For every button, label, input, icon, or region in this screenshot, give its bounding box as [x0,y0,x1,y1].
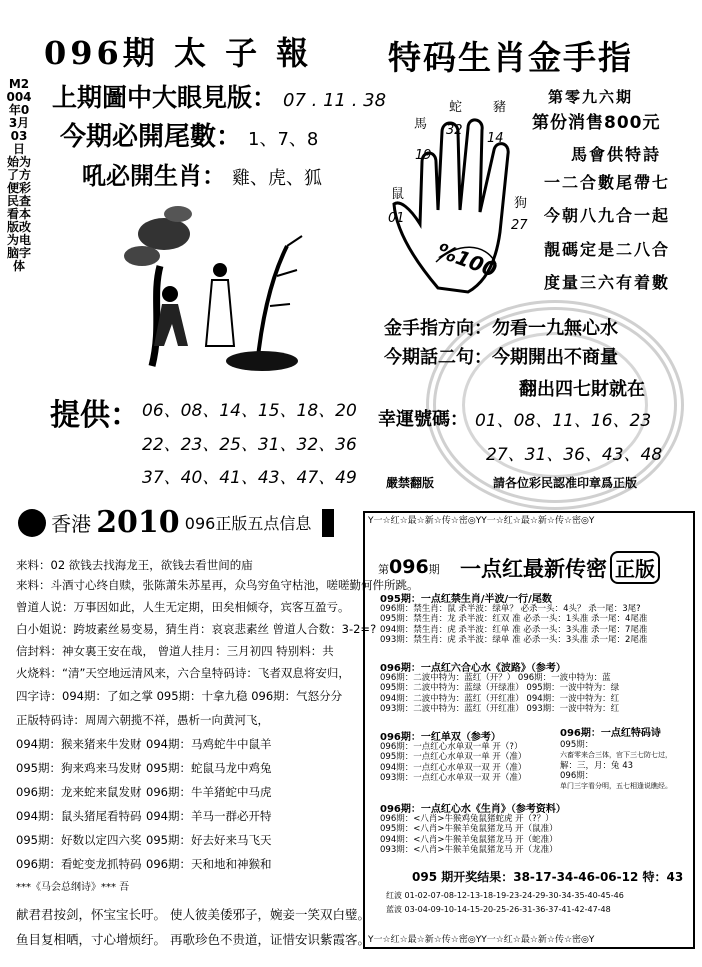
banner-text: 一点红最新传密 [460,557,607,581]
sec4-title: 096期：一点红心水《生肖》（参考资料） [380,804,566,815]
vertical-note: M2004年03月03日 始为了方便彩民查看本版改为电脑字体 [6,77,32,273]
poem-line-1: 献君君按剑，怀宝宝长吁。 使人彼美倭邪子，婉妾一笑双白璧。 [16,907,370,922]
dark-block [322,509,334,537]
year-label: 2010 [96,505,180,540]
sec2-row: 094期：二波中特为：蓝红（开红准） 094期：一波中特为：红 [380,693,620,704]
general-poem-note: ***《马会总纲诗》*** 吾 [16,882,130,893]
lucky-row-2: 27、31、36、43、48 [486,445,663,465]
info-line-4: 白小姐说：跨坡素丝易变易，猜生肖：哀哀悲素丝 曾道人合数：3-2=? [16,622,377,636]
sec4-row: 094期：<八肖>牛猴羊兔鼠猪龙马 开（蛇准） [380,834,558,845]
sec3b-title: 096期：一点红特码诗 [560,728,661,739]
red-wave-row [386,890,624,901]
sec2-table [380,673,619,714]
stamp-note: 請各位彩民認准印章爲正版 [493,476,638,490]
sec1-row: 094期：禁生肖：虎 杀半波：红单 准 必杀一头：3头准 杀一尾：7尾准 [380,624,648,635]
side-line-4: 靚碼定是二八合 [544,240,671,259]
sec1-table [380,604,647,645]
numbers-row-2: 22、23、25、31、32、36 [142,435,357,455]
numbers-row-1: 06、08、14、15、18、20 [142,401,357,421]
side-line-2: 一二合數尾帶七 [544,173,671,192]
tail-label: 今期必開尾數： [60,122,243,152]
banner-badge: 正版 [610,551,660,584]
sec1-title: 095期：一点红禁生肖/半波/一行/尾数 [380,594,552,605]
sec3-row: 094期：一点红心水单双一双 开（准） [380,762,527,773]
sec3b-table [560,740,686,791]
zodiac-label: 吼必開生肖： [82,162,226,190]
taizi-title: 096期 太 子 報 [44,34,313,72]
zodiac-value: 雞、虎、狐 [232,168,322,189]
sec3-title: 096期：一红单双（参考） [380,732,501,743]
sec1-row: 093期：禁生肖：虎 杀半波：绿单 准 必杀一头：3头准 杀一尾：2尾准 [380,634,648,645]
side-line-1: 馬會供特詩 [571,145,662,164]
issue-value: 096 [389,556,429,578]
side-line-5: 度量三六有着數 [544,273,671,292]
sec4-row: 093期：<八肖>牛猴羊兔鼠猪龙马 开（龙准） [380,844,558,855]
pair-right-5: 095期：好去好来马飞天 [146,833,272,847]
sec3-row: 095期：一点红心水单双一单 开（准） [380,752,527,763]
num-pig: 14 [487,131,504,146]
info-line-2: 来料：斗酒寸心终自赎，张陈萧朱苏星再，众鸟穷鱼守枯池，嗟嗟勤何件所跳。 [16,578,419,592]
sec4-table [380,814,558,855]
label-rat: 鼠 [391,187,405,202]
last-issue-row [52,78,386,114]
finger-direction: 金手指方向：勿看一九無心水 [384,318,618,339]
zodiac-row [82,156,322,191]
side-line-3: 今朝八九合一起 [544,206,671,225]
sage-illustration [112,196,312,372]
border-bottom-text: Y一☆红☆最☆新☆传☆密◎YY一☆红☆最☆新☆传☆密◎Y [368,935,595,945]
fortune-line: 翻出四七財就在 [519,379,645,400]
pair-right-6: 096期：天和地和神猴和 [146,857,272,871]
num-dog: 27 [511,218,528,233]
hk2010-header [18,505,334,540]
label-dog: 狗 [514,196,528,211]
hand-percent: %100 [433,238,501,282]
num-snake: 32 [446,123,463,138]
last-issue-value: 07 . 11 . 38 [283,90,387,111]
numbers-row-3: 37、40、41、43、47、49 [142,468,357,488]
no-copy-note: 嚴禁翻版 [386,476,435,490]
pair-right-2: 095期：蛇鼠马龙中鸡兔 [146,761,272,775]
pair-left-2: 095期：狗来鸡来马发财 [16,761,142,775]
sec3b-row: 六畜零来合三体，官下三七防七过， [560,751,672,760]
sec3-row: 096期：一点红心水单双一单 开（?） [380,742,523,752]
label-snake: 蛇 [449,100,463,115]
sec3-table [380,742,526,783]
pair-left-1: 094期：猴来猪来牛发财 [16,737,142,751]
info-line-6: 火烧料：“清”天空地远清风来，六合皇特码诗：飞者双息将安归， [16,666,350,680]
issue-badge [378,556,440,578]
blue-wave-row [386,904,611,915]
info-line-5: 信封料：神女裏王安在哉， 曾道人挂月：三月初四 特别料：共 [16,644,334,658]
price: 第份消售800元 [532,113,661,133]
lucky-label: 幸運號碼： [378,409,468,430]
sec3b-row: 095期： [560,740,594,750]
pair-left-6: 096期：看蛇变龙抓特码 [16,857,142,871]
info-line-8: 正版特码诗：周周六朝揽不祥，愚析一向黄河飞， [16,713,269,727]
issue-number: 第零九六期 [548,88,634,106]
pair-left-5: 095期：好数以定四六奖 [16,833,142,847]
poem-line-2: 鱼目复相哂，寸心增烦纡。 再歌珍色不贵道，证惜安识紫霞客。 [16,932,370,947]
sec1-row: 096期：禁生肖：鼠 杀半波：绿单？ 必杀一头：4头？ 杀一尾：3尾? [380,604,641,614]
sec3-row: 093期：一点红心水单双一双 开（准） [380,772,527,783]
sec2-row: 095期：二波中特为：蓝绿（开绿准） 095期：一波中特为：绿 [380,683,620,694]
blue-wave-label: 蓝波 [386,905,402,914]
sec3b-row: 解：三，月：兔 43 [560,760,634,771]
label-horse: 馬 [414,117,428,132]
num-horse: 19 [415,148,432,163]
sec3b-row: 096期： [560,770,594,781]
tail-row [60,116,318,153]
label-pig: 豬 [493,100,507,115]
info-line-7: 四字诗：094期：了如之掌 095期：十拿九稳 096期：气怒分分 [16,689,343,703]
red-wave-label: 红波 [386,891,402,900]
border-top-text: Y一☆红☆最☆新☆传☆密◎YY一☆红☆最☆新☆传☆密◎Y [368,516,595,526]
sec3b-row: 单门三字看分明，五七相逢说瞧经。 [560,782,672,791]
red-wave-numbers: 01-02-07-08-12-13-18-19-23-24-29-30-34-35-40-45-46 [404,891,624,900]
sec4-row: 096期：<八肖>牛猴鸡兔鼠猪蛇虎 开（?？） [380,814,554,824]
issue-suffix: 期 [428,563,440,576]
info-line-3: 曾道人说：万事因如此，人生无定期，田矣相倾夺，宾客互盈亏。 [16,600,350,614]
blue-wave-numbers: 03-04-09-10-14-15-20-25-26-31-36-37-41-42-47-48 [404,905,611,914]
sec4-row: 095期：<八肖>牛猴羊兔鼠猪龙马 开（鼠准） [380,824,558,835]
flower-logo-icon [18,509,46,537]
info-line-1: 来料：02 欲钱去找海龙王，欲钱去看世间的庙 [16,558,253,572]
draw-results: 095 期开奖结果：38-17-34-46-06-12 特：43 [412,870,684,884]
issue-prefix: 第 [378,563,389,576]
pair-left-3: 096期：龙来蛇来鼠发财 [16,785,142,799]
sec1-row: 095期：禁生肖：龙 杀半波：红双 准 必杀一头：1头准 杀一尾：4尾准 [380,614,648,625]
sec2-row: 096期：二波中特为：蓝红（开？） 096期：一波中特为：蓝 [380,673,611,683]
last-issue-label: 上期圖中大眼見版： [52,83,278,112]
two-sentences: 今期話二句：今期開出不商量 [384,347,618,368]
hk-brand: 香港 [51,512,92,536]
pair-left-4: 094期：鼠头猪尾看特码 [16,809,142,823]
golden-finger-title: 特码生肖金手指 [388,38,633,77]
lucky-row-1: 01、08、11、16、23 [475,411,652,431]
sec2-row: 093期：二波中特为：蓝红（开红准） 093期：一波中特为：红 [380,703,620,714]
pair-right-3: 096期：牛羊猪蛇中马虎 [146,785,272,799]
num-rat: 01 [388,211,405,226]
banner-title [460,551,660,584]
pair-right-4: 094期：羊马一群必开特 [146,809,272,823]
offer-label: 提供： [50,398,140,433]
pair-right-1: 094期：马鸡蛇牛中鼠羊 [146,737,272,751]
info-subtitle: 096正版五点信息 [184,514,312,533]
tail-value: 1、7、8 [248,129,319,150]
sec2-title: 096期：一点红六合心水《波路》（参考） [380,663,566,674]
